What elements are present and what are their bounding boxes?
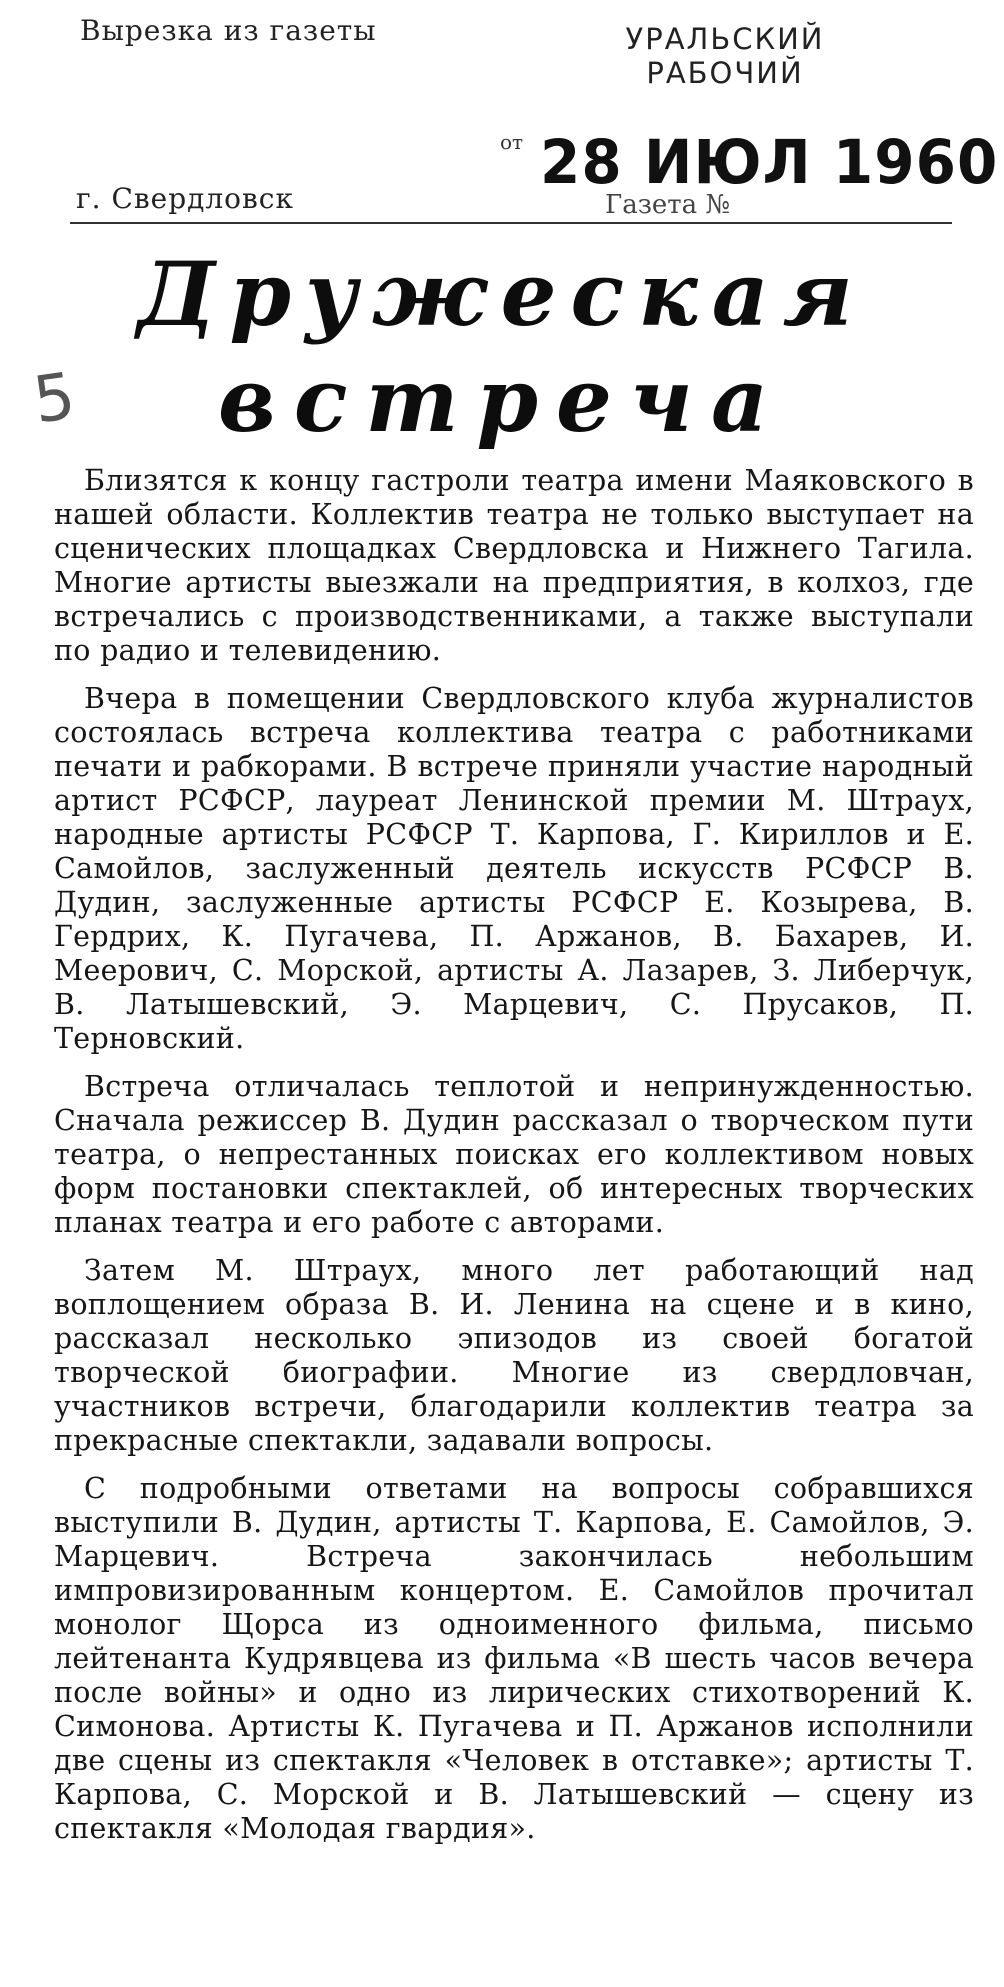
header-divider	[70, 222, 952, 224]
article-paragraph: Затем М. Штраух, много лет работающий над воплощением образа В. И. Ленина на сцене и в кино, рассказал несколько эпизодов из своей богатой творческой биографии. Многие из свердловчан, участников встречи, благодарили коллектив театра за прекрасные спектакли, задавали вопросы.	[54, 1254, 974, 1457]
article-paragraph: Вчера в помещении Свердловского клуба журналистов состоялась встреча коллектива театра с работниками печати и рабкорами. В встрече приняли участие народный артист РСФСР, лауреат Ленинской премии М. Штраух, народные артисты РСФСР Т. Карпова, Г. Кириллов и Е. Самойлов, заслуженный деятель искусств РСФСР В. Дудин, заслуженные артисты РСФСР Е. Козырева, В. Гердрих, К. Пугачева, П. Аржанов, В. Бахарев, И. Меерович, С. Морской, артисты А. Лазарев, З. Либерчук, В. Латышевский, Э. Марцевич, С. Прусаков, П. Терновский.	[54, 682, 974, 1055]
article-headline	[0, 240, 1004, 452]
article-paragraph: Встреча отличалась теплотой и непринужденностью. Сначала режиссер В. Дудин рассказал о творческом пути театра, о непрестанных поисках его коллективом новых форм постановки спектаклей, об интересных творческих планах театра и его работе с авторами.	[54, 1070, 974, 1239]
handwritten-margin-mark: 5	[29, 359, 80, 439]
article-paragraph: Близятся к концу гастроли театра имени Маяковского в нашей области. Коллектив театра не только выступает на сценических площадках Свердловска и Нижнего Тагила. Многие артисты выезжали на предприятия, в колхоз, где встречались с производственниками, а также выступали по радио и телевидению.	[54, 464, 974, 667]
newspaper-name	[580, 22, 870, 90]
headline-line-1: Дружеская	[137, 242, 867, 346]
date-stamp: 28 ИЮЛ 1960	[540, 126, 999, 198]
date-from-label: от	[500, 130, 524, 154]
clipping-label: Вырезка из газеты	[80, 14, 377, 47]
newspaper-name-line1: УРАЛЬСКИЙ	[625, 22, 825, 56]
newspaper-name-line2: РАБОЧИЙ	[646, 56, 804, 90]
article-paragraph: С подробными ответами на вопросы собравшихся выступили В. Дудин, артисты Т. Карпова, Е. Самойлов, Э. Марцевич. Встреча закончилась небольшим импровизированным концертом. Е. Самойлов прочитал монолог Щорса из одноименного фильма, письмо лейтенанта Кудрявцева из фильма «В шесть часов вечера после войны» и одно из лирических стихотворений К. Симонова. Артисты К. Пугачева и П. Аржанов исполнили две сцены из спектакля «Человек в отставке»; артисты Т. Карпова, С. Морской и В. Латышевский — сцену из спектакля «Молодая гвардия».	[54, 1472, 974, 1845]
gazeta-number-label: Газета №	[605, 190, 731, 220]
headline-line-2: встреча	[218, 348, 786, 452]
city-label: г. Свердловск	[76, 182, 294, 215]
article-body	[54, 464, 974, 1860]
clipping-header	[0, 0, 1004, 240]
